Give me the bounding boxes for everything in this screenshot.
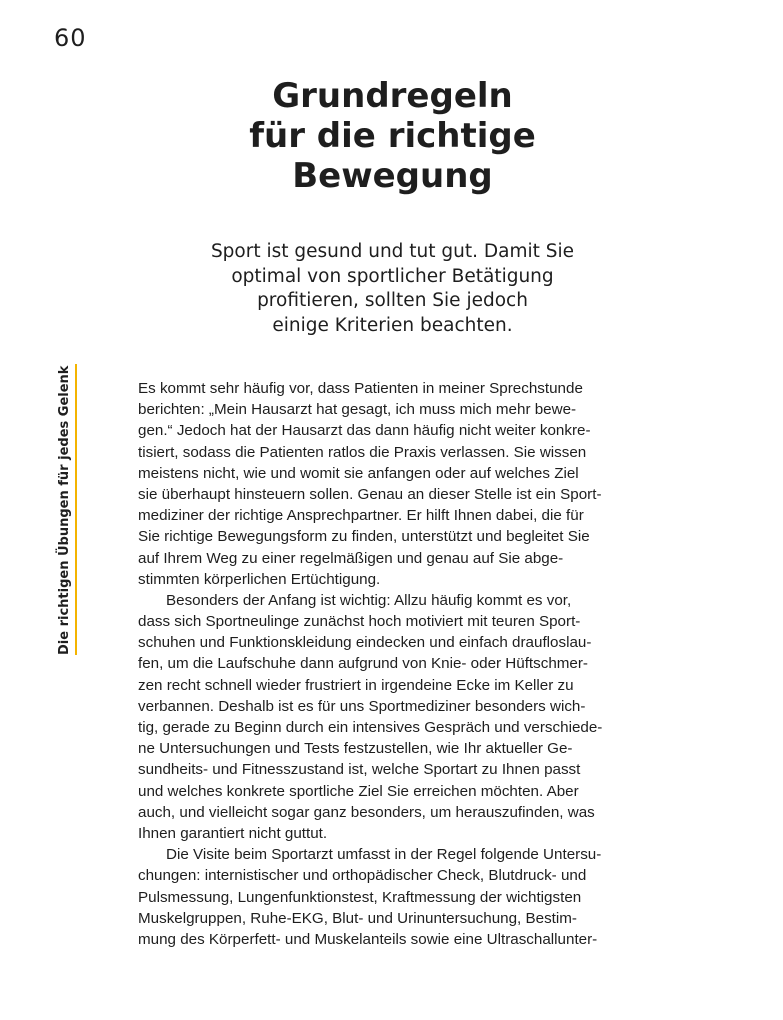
body-line: und welches konkrete sportliche Ziel Sie erreichen möchten. Aber	[138, 782, 579, 800]
body-line: Ihnen garantiert nicht guttut.	[138, 824, 328, 842]
lead-line: profitieren, sollten Sie jedoch	[257, 290, 528, 311]
body-line: meistens nicht, wie und womit sie anfangen oder auf welches Ziel	[138, 464, 579, 482]
body-line: mediziner der richtige Ansprechpartner. Er hilft Ihnen dabei, die für	[138, 507, 584, 525]
lead-line: einige Kriterien beachten.	[272, 314, 513, 336]
body-line: Muskelgruppen, Ruhe-EKG, Blut- und Urinuntersuchung, Bestim-	[138, 909, 577, 927]
body-line: sundheits- und Fitnesszustand ist, welche Sportart zu Ihnen passt	[138, 761, 581, 779]
lead-line: Sport ist gesund und tut gut. Damit Sie	[210, 241, 575, 262]
title-line: für die richtige	[249, 116, 536, 156]
body-line: sie überhaupt hinsteuern sollen. Genau an dieser Stelle ist ein Sport-	[138, 485, 602, 503]
body-line: dass sich Sportneulinge zunächst hoch motiviert mit teuren Sport-	[138, 613, 581, 631]
body-line: Besonders der Anfang ist wichtig: Allzu häufig kommt es vor,	[166, 591, 572, 609]
body-line: schuhen und Funktionskleidung eindecken und einfach draufloslau-	[138, 634, 592, 652]
body-line: Pulsmessung, Lungenfunktionstest, Kraftmessung der wichtigsten	[138, 888, 582, 906]
body-line: mung des Körperfett- und Muskelanteils sowie eine Ultraschallunter-	[138, 930, 598, 948]
body-line: auf Ihrem Weg zu einer regelmäßigen und genau auf Sie abge-	[138, 549, 564, 567]
body-line: Die Visite beim Sportarzt umfasst in der Regel folgende Untersu-	[166, 846, 602, 864]
body-line: ne Untersuchungen und Tests festzustellen, wie Ihr aktueller Ge-	[138, 740, 573, 758]
body-line: auch, und vielleicht sogar ganz besonders, um herauszufinden, was	[138, 803, 595, 821]
body-text	[138, 378, 648, 950]
body-line: tisiert, sodass die Patienten ratlos die Praxis verlassen. Sie wissen	[138, 443, 587, 461]
body-line: verbannen. Deshalb ist es für uns Sportmediziner besonders wich-	[138, 697, 586, 715]
running-section-label: Die richtigen Übungen für jedes Gelenk	[57, 365, 72, 655]
side-accent-bar	[75, 364, 77, 655]
chapter-title	[140, 76, 645, 196]
body-line: fen, um die Laufschuhe dann aufgrund von Knie- oder Hüftschmer-	[138, 655, 588, 673]
body-line: gen.“ Jedoch hat der Hausarzt das dann häufig nicht weiter konkre-	[138, 422, 591, 440]
title-line: Bewegung	[292, 156, 493, 196]
lead-line: optimal von sportlicher Betätigung	[231, 265, 554, 287]
title-line: Grundregeln	[272, 76, 513, 116]
body-line: stimmten körperlichen Ertüchtigung.	[138, 570, 381, 588]
body-line: zen recht schnell wieder frustriert in irgendeine Ecke im Keller zu	[138, 676, 574, 694]
body-line: berichten: „Mein Hausarzt hat gesagt, ich muss mich mehr bewe-	[138, 401, 577, 419]
body-line: Es kommt sehr häufig vor, dass Patienten in meiner Sprechstunde	[138, 380, 583, 397]
body-line: Sie richtige Bewegungsform zu finden, unterstützt und begleitet Sie	[138, 528, 590, 546]
body-line: tig, gerade zu Beginn durch ein intensives Gespräch und verschiede-	[138, 719, 603, 736]
page-number: 60	[54, 24, 87, 52]
lead-paragraph	[180, 240, 605, 338]
body-line: chungen: internistischer und orthopädischer Check, Blutdruck- und	[138, 867, 587, 885]
